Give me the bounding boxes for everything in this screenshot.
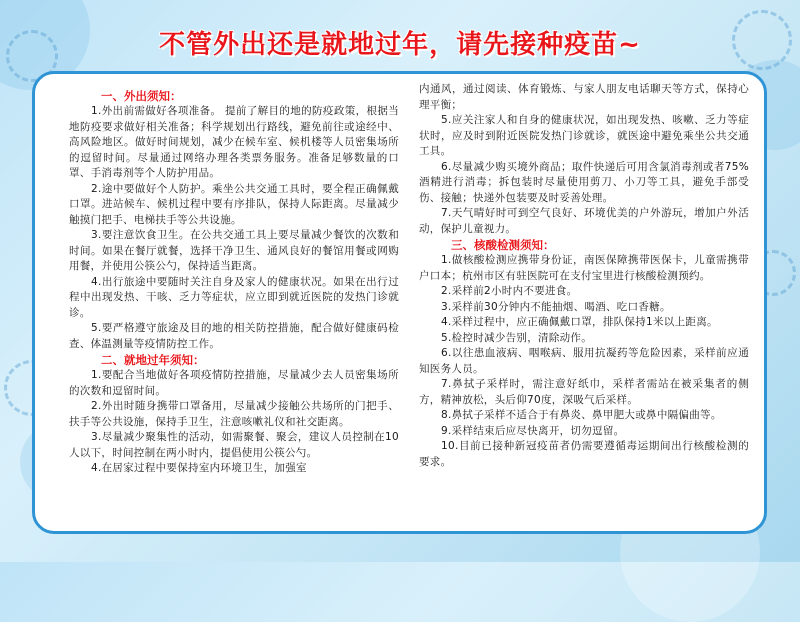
local-item-6: 6.尽量减少购买境外商品；取件快递后可用含氯消毒剂或者75%酒精进行消毒；拆包装时尽量使用剪刀、小刀等工具，避免手部受伤、接触；快递外包装要及时妥善处理。 xyxy=(419,160,749,204)
test-item-7: 7.鼻拭子采样时，需注意好纸巾，采样者需站在被采集者的侧方，精神放松，头后仰70度，深吸气后采样。 xyxy=(419,378,749,406)
test-item-9: 9.采样结束后应尽快离开，切勿逗留。 xyxy=(441,424,625,437)
test-item-10: 10.目前已接种新冠疫苗者仍需要遵循毒运期间出行核酸检测的要求。 xyxy=(419,440,749,468)
local-item-1: 1.要配合当地做好各项疫情防控措施，尽量减少去人员密集场所的次数和逗留时间。 xyxy=(69,369,399,397)
travel-item-4: 4.出行旅途中要随时关注自身及家人的健康状况。如果在出行过程中出现发热、干咳、乏力等症状，应立即到就近医院的发热门诊就诊。 xyxy=(69,275,399,319)
travel-item-3: 3.要注意饮食卫生。在公共交通工具上要尽量减少餐饮的次数和时间。如果在餐厅就餐，选择干净卫生、通风良好的餐馆用餐或网购用餐，并使用公筷公勺，保持适当距离。 xyxy=(69,229,399,272)
test-item-5: 5.检控时减少告别，清除动作。 xyxy=(441,331,593,344)
right-column xyxy=(419,82,749,470)
test-item-6: 6.以往患血液病、咽喉病、服用抗凝药等危险因素，采样前应通知医务人员。 xyxy=(419,347,749,375)
travel-item-5: 5.要严格遵守旅途及目的地的相关防控措施，配合做好健康码检查、体温测量等疫情防控工作。 xyxy=(69,322,399,350)
page-title: 不管外出还是就地过年，请先接种疫苗~ xyxy=(159,30,641,60)
test-item-3: 3.采样前30分钟内不能抽烟、喝酒、吃口香糖。 xyxy=(441,300,671,313)
local-item-4: 4.在居家过程中要保持室内环境卫生，加强室 xyxy=(91,462,307,474)
local-item-7: 7.天气晴好时可到空气良好、环境优美的户外游玩，增加户外活动，保护儿童视力。 xyxy=(419,207,749,235)
left-column xyxy=(69,88,399,477)
test-item-2: 2.采样前2小时内不要进食。 xyxy=(441,285,578,297)
local-item-5: 5.应关注家人和自身的健康状况，如出现发热、咳嗽、乏力等症状时，应及时到附近医院发热门诊就诊，就医途中避免乘坐公共交通工具。 xyxy=(419,114,749,157)
section-heading-nucleic-test: 三、核酸检测须知： xyxy=(451,238,555,252)
section-heading-local-new-year: 二、就地过年须知： xyxy=(101,353,205,367)
test-item-4: 4.采样过程中，应正确佩戴口罩，排队保持1米以上距离。 xyxy=(441,316,718,328)
travel-item-2: 2.途中要做好个人防护。乘坐公共交通工具时，要全程正确佩戴口罩。进站候车、候机过程中要有序排队，保持人际距离。尽量减少触摸门把手、电梯扶手等公共设施。 xyxy=(69,182,399,226)
content-panel xyxy=(32,71,767,534)
local-item-3: 3.尽量减少聚集性的活动，如需聚餐、聚会，建议人员控制在10人以下，时间控制在两小时内，提倡使用公筷公勺。 xyxy=(69,431,399,459)
local-item-4-continued: 内通风，通过阅读、体育锻炼、与家人朋友电话聊天等方式，保持心理平衡； xyxy=(419,83,749,111)
test-item-8: 8.鼻拭子采样不适合于有鼻炎、鼻甲肥大或鼻中隔偏曲等。 xyxy=(441,409,722,421)
test-item-1: 1.做核酸检测应携带身份证，南医保障携带医保卡，儿童需携带户口本；杭州市区有驻医院可在支付宝里进行核酸检测预约。 xyxy=(419,254,749,282)
travel-item-1: 1.外出前需做好各项准备。 提前了解目的地的防疫政策，根据当地防疫要求做好相关准备；科学规划出行路线，避免前往或途经中、高风险地区。做好时间规划，减少在候车室、候机楼等人员密集场所的逗留时间。尽量通过网络办理各类票务服务。准备足够数量的口罩、手消毒剂等个人防护用品。 xyxy=(69,105,399,179)
local-item-2: 2.外出时随身携带口罩备用，尽量减少接触公共场所的门把手、扶手等公共设施，保持手卫生，注意咳嗽礼仪和社交距离。 xyxy=(69,400,399,428)
section-heading-travel: 一、外出须知： xyxy=(101,89,182,103)
